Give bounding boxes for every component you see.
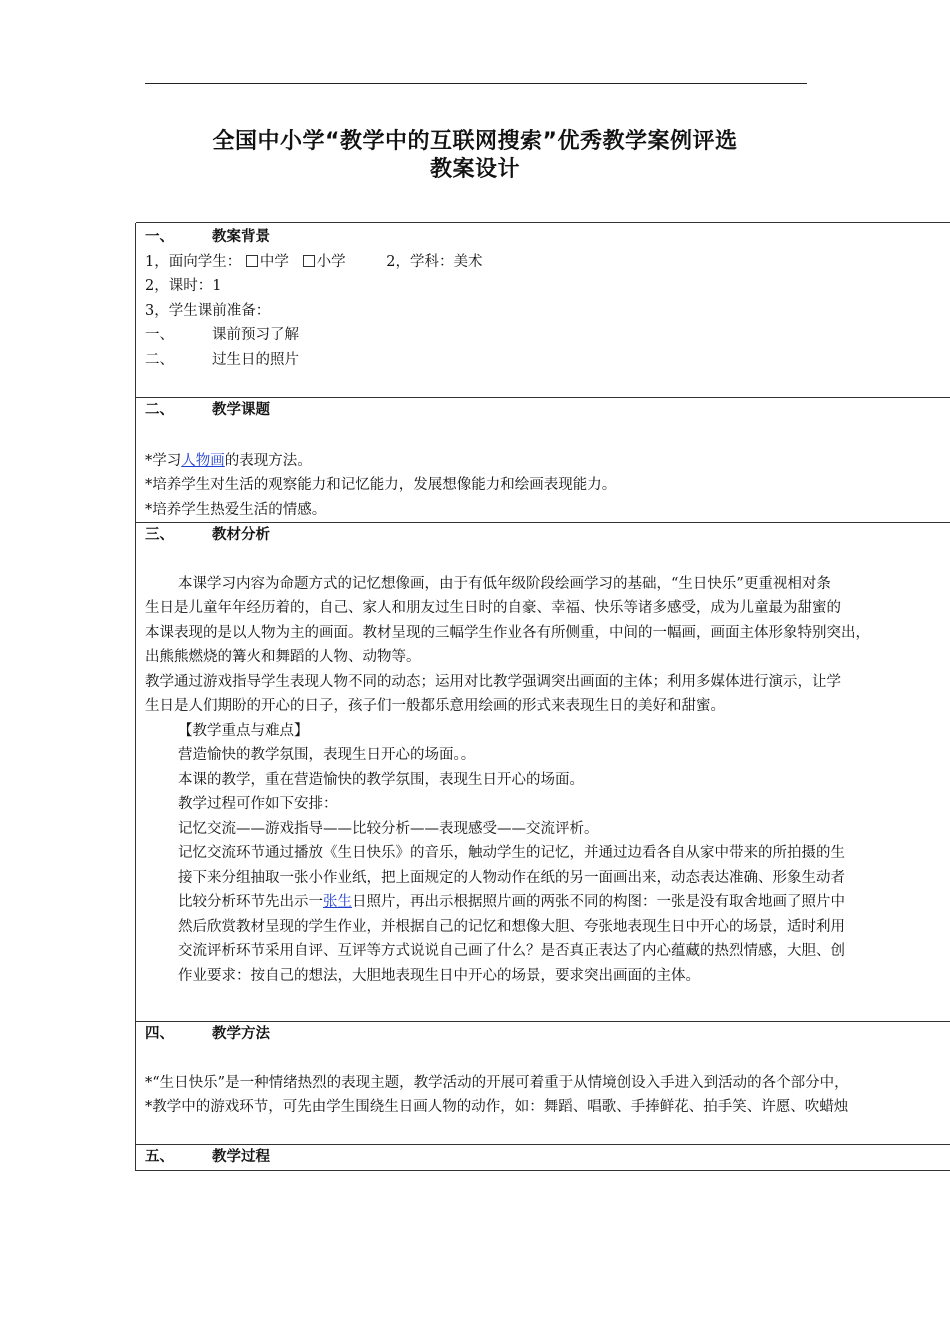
- lesson-plan-table: [135, 223, 950, 1171]
- topic-line: *培养学生对生活的观察能力和记忆能力，发展想像能力和绘画表现能力。: [145, 477, 617, 493]
- paragraph-line: 教学过程可作如下安排：: [178, 796, 338, 812]
- paragraph-line: 记忆交流——游戏指导——比较分析——表现感受——交流评析。: [178, 820, 599, 837]
- paragraph-line: 教学通过游戏指导学生表现人物不同的动态；运用对比教学强调突出画面的主体；利用多媒体进行演示，让学: [145, 673, 841, 690]
- paragraph-line: 接下来分组抽取一张小作业纸，把上面规定的人物动作在纸的另一面画出来，动态表达准确、形象生动者: [178, 869, 845, 886]
- section-background: [136, 222, 950, 398]
- paragraph-line: 本课学习内容为命题方式的记忆想像画，由于有低年级阶段绘画学习的基础，“生日快乐”更重视相对条: [178, 575, 831, 592]
- section-heading: 三、 教材分析: [145, 527, 270, 543]
- photo-link[interactable]: 张生: [323, 894, 352, 910]
- target-students-line: 1，面向学生： 中学 小学 2，学科：美术: [145, 253, 483, 270]
- paragraph-line: 生日是儿童年年经历着的，自己、家人和朋友过生日时的自豪、幸福、快乐等诸多感受，成为儿童最为甜蜜的: [145, 600, 841, 616]
- paragraph-line: 作业要求：按自己的想法，大胆地表现生日中开心的场景，要求突出画面的主体。: [178, 967, 700, 984]
- section-analysis: [136, 522, 950, 1022]
- section-heading: 一、 教案背景: [145, 229, 270, 245]
- section-heading: 四、 教学方法: [145, 1026, 270, 1042]
- method-line: *教学中的游戏环节，可先由学生围绕生日画人物的动作，如：舞蹈、唱歌、手捧鲜花、拍手笑、许愿、吹蜡烛: [145, 1099, 849, 1115]
- method-line: *“生日快乐”是一种情绪热烈的表现主题，教学活动的开展可着重于从情境创设入手进入到活动的各个部分中，: [145, 1074, 849, 1091]
- topic-line: *学习人物画的表现方法。: [145, 452, 312, 469]
- document-title: 全国中小学“教学中的互联网搜索”优秀教学案例评选: [212, 129, 738, 154]
- paragraph-line: 比较分析环节先出示一张生日照片，再出示根据照片画的两张不同的构图：一张是没有取舍地画了照片中: [178, 894, 845, 910]
- section-topic: [136, 397, 950, 523]
- paragraph-line: 生日是人们期盼的开心的日子，孩子们一般都乐意用绘画的形式来表现生日的美好和甜蜜。: [145, 698, 725, 714]
- header-rule: [145, 83, 807, 84]
- section-method: [136, 1021, 950, 1145]
- lesson-hours-line: 2，课时：1: [145, 278, 222, 294]
- key-points-heading: 【教学重点与难点】: [178, 722, 309, 739]
- paragraph-line: 本课表现的是以人物为主的画面。教材呈现的三幅学生作业各有所侧重，中间的一幅画，画面主体形象特别突出，: [145, 624, 870, 641]
- section-process: [136, 1144, 950, 1171]
- document-subtitle: 教案设计: [429, 157, 520, 182]
- paragraph-line: 出熊熊燃烧的篝火和舞蹈的人物、动物等。: [145, 649, 421, 665]
- preparation-line: 3，学生课前准备：: [145, 302, 271, 319]
- paragraph-line: 交流评析环节采用自评、互评等方式说说自己画了什么？是否真正表达了内心蕴藏的热烈情感，大胆、创: [178, 943, 845, 959]
- figure-painting-link[interactable]: 人物画: [181, 452, 225, 469]
- section-heading: 五、 教学过程: [145, 1149, 270, 1165]
- checkbox-primary-school[interactable]: [303, 255, 315, 267]
- preparation-item: 一、 课前预习了解: [145, 327, 299, 343]
- paragraph-line: 本课的教学，重在营造愉快的教学氛围，表现生日开心的场面。: [178, 771, 584, 788]
- topic-line: *培养学生热爱生活的情感。: [145, 501, 327, 518]
- paragraph-line: 记忆交流环节通过播放《生日快乐》的音乐，触动学生的记忆，并通过边看各自从家中带来的所拍摄的生: [178, 845, 845, 861]
- preparation-item: 二、 过生日的照片: [145, 351, 299, 368]
- paragraph-line: 然后欣赏教材呈现的学生作业，并根据自己的记忆和想像大胆、夸张地表现生日中开心的场景，适时利用: [178, 918, 845, 935]
- checkbox-middle-school[interactable]: [246, 255, 258, 267]
- section-heading: 二、 教学课题: [145, 402, 270, 418]
- paragraph-line: 营造愉快的教学氛围，表现生日开心的场面。。: [178, 747, 476, 763]
